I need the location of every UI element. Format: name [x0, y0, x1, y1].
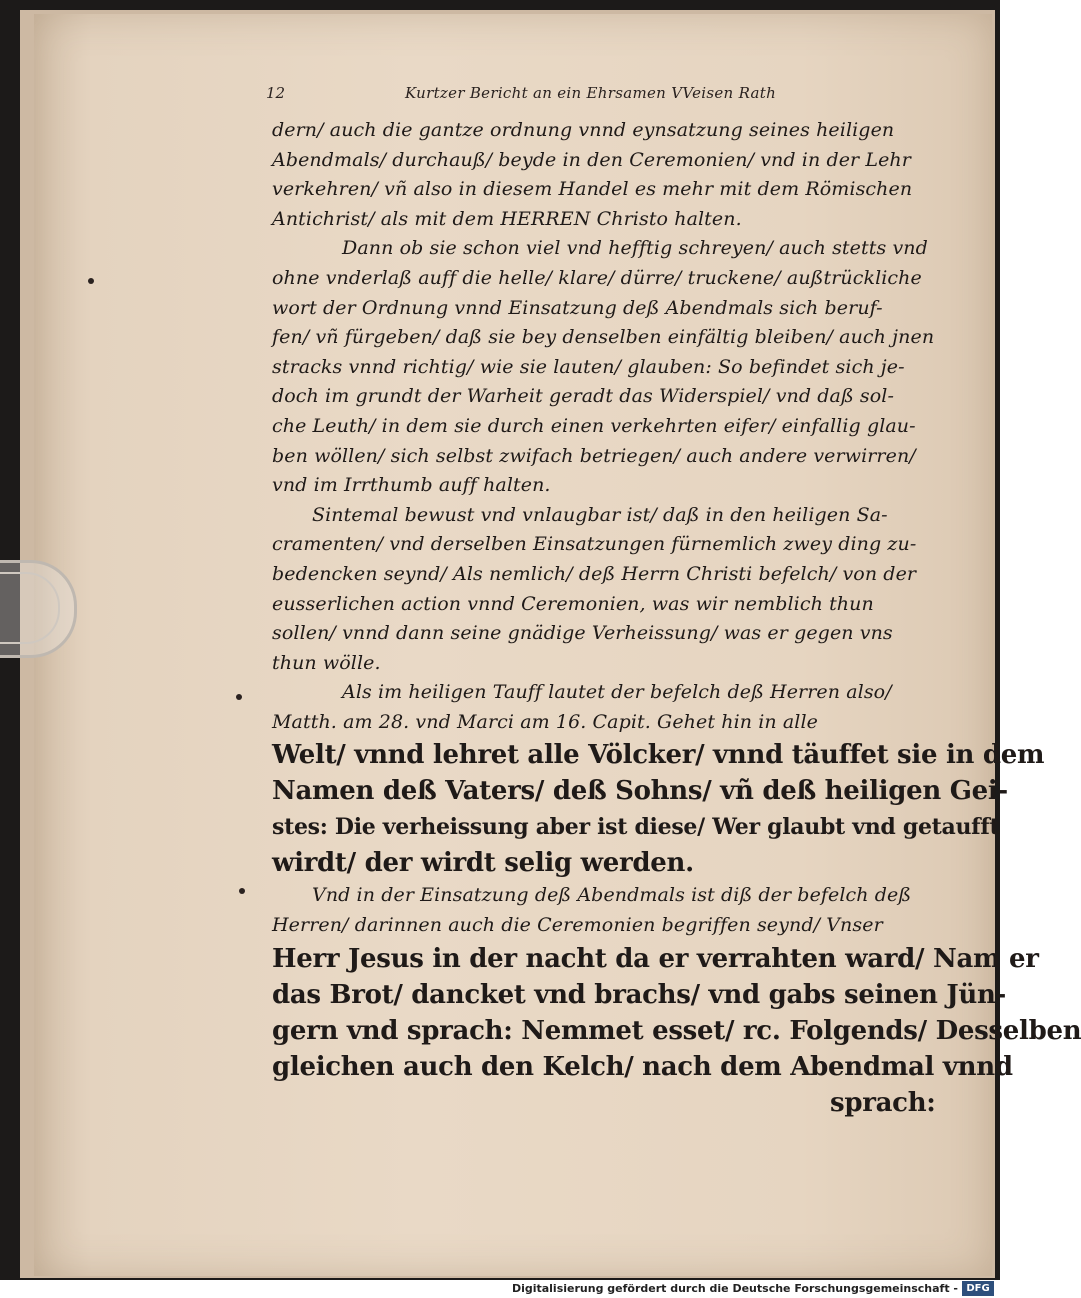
- margin-mark: [239, 888, 245, 894]
- scripture-quote-line: wirdt/ der wirdt selig werden.: [272, 848, 694, 879]
- scripture-quote-line: stes: Die verheissung aber ist diese/ Wer glaubt vnd getaufft: [272, 814, 1000, 841]
- text-line: thun wölle.: [272, 651, 381, 674]
- scripture-quote-line: Herr Jesus in der nacht da er verrahten ward/ Nam er: [272, 943, 1039, 974]
- text-line: doch im grundt der Warheit geradt das Widerspiel/ vnd daß sol-: [272, 385, 894, 408]
- text-line: Antichrist/ als mit dem HERREN Christo halten.: [272, 207, 742, 230]
- text-line: Abendmals/ durchauß/ beyde in den Ceremonien/ vnd in der Lehr: [272, 148, 911, 171]
- text-line: wort der Ordnung vnnd Einsatzung deß Abendmals sich beruf-: [272, 296, 883, 319]
- dfg-logo: DFG: [962, 1281, 994, 1296]
- text-line: dern/ auch die gantze ordnung vnnd eynsatzung seines heiligen: [272, 119, 895, 141]
- margin-mark: [88, 278, 94, 284]
- scripture-quote-line: Namen deß Vaters/ deß Sohns/ vñ deß heiligen Gei-: [272, 776, 1008, 807]
- text-line: Dann ob sie schon viel vnd hefftig schreyen/ auch stetts vnd: [342, 237, 928, 260]
- text-line: Vnd in der Einsatzung deß Abendmals ist diß der befelch deß: [312, 884, 912, 907]
- text-line: cramenten/ vnd derselben Einsatzungen fürnemlich zwey ding zu-: [272, 533, 917, 556]
- text-line: ben wöllen/ sich selbst zwifach betriegen/ auch andere verwirren/: [272, 444, 916, 467]
- running-head: Kurtzer Bericht an ein Ehrsamen VVeisen Rath: [405, 84, 777, 102]
- scripture-quote-line: gleichen auch den Kelch/ nach dem Abendmal vnnd: [272, 1051, 1013, 1082]
- body-text: [272, 116, 1081, 1121]
- funding-note: Digitalisierung gefördert durch die Deutsche Forschungsgemeinschaft -: [511, 1282, 958, 1295]
- text-line: vnd im Irrthumb auff halten.: [272, 474, 551, 497]
- text-line: Matth. am 28. vnd Marci am 16. Capit. Gehet hin in alle: [272, 710, 819, 733]
- text-line: Sintemal bewust vnd vnlaugbar ist/ daß in den heiligen Sa-: [312, 503, 888, 526]
- scripture-quote-line: das Brot/ dancket vnd brachs/ vnd gabs seinen Jün-: [272, 979, 1007, 1010]
- scripture-quote-line: sprach:: [830, 1087, 936, 1118]
- text-line: eusserlichen action vnnd Ceremonien, was wir nemblich thun: [272, 592, 874, 615]
- text-line: sollen/ vnnd dann seine gnädige Verheissung/ was er gegen vns: [272, 622, 893, 645]
- text-line: fen/ vñ fürgeben/ daß sie bey denselben einfältig bleiben/ auch jnen: [272, 326, 935, 349]
- page-number: 12: [266, 84, 286, 102]
- text-line: che Leuth/ in dem sie durch einen verkehrten eifer/ einfallig glau-: [272, 414, 916, 437]
- text-line: verkehren/ vñ also in diesem Handel es mehr mit dem Römischen: [272, 178, 913, 201]
- scripture-quote-line: gern vnd sprach: Nemmet esset/ rc. Folgends/ Desselben: [272, 1015, 1081, 1046]
- text-line: ohne vnderlaß auff die helle/ klare/ dürre/ truckene/ außtrückliche: [272, 266, 922, 289]
- text-line: stracks vnnd richtig/ wie sie lauten/ glauben: So befindet sich je-: [272, 355, 905, 378]
- text-line: bedencken seynd/ Als nemlich/ deß Herrn Christi befelch/ von der: [272, 562, 917, 585]
- text-line: Als im heiligen Tauff lautet der befelch deß Herren also/: [342, 681, 892, 704]
- scripture-quote-line: Welt/ vnnd lehret alle Völcker/ vnnd täuffet sie in dem: [272, 740, 1045, 771]
- margin-mark: [236, 694, 242, 700]
- text-line: Herren/ darinnen auch die Ceremonien begriffen seynd/ Vnser: [272, 914, 883, 937]
